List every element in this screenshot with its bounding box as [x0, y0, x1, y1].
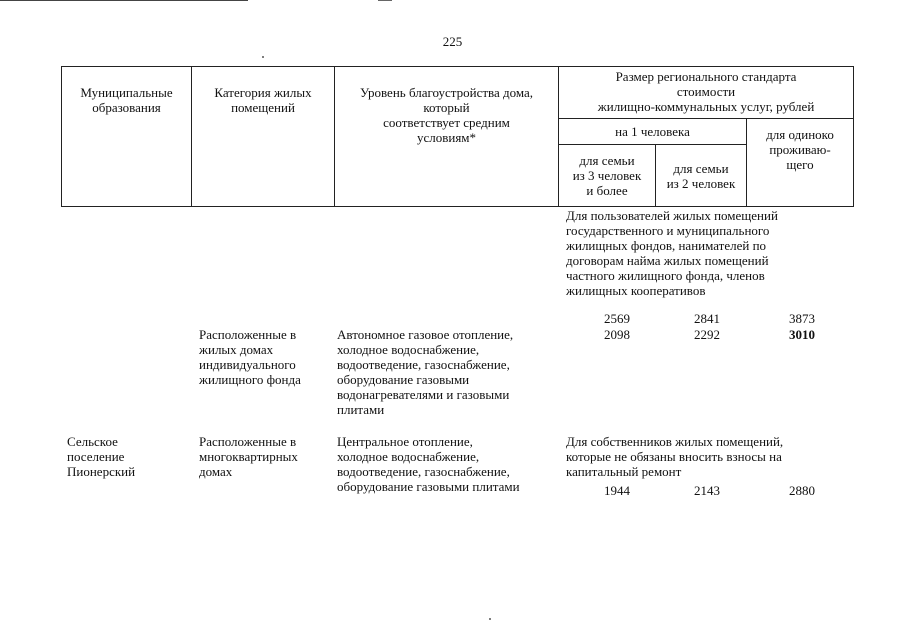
top-edge-rule	[0, 0, 248, 1]
row-individual-category: Расположенные в жилых домах индивидуального жилищного фонда	[199, 327, 301, 387]
header-category: Категория жилых помещений	[192, 67, 335, 207]
value-users-single: 3873	[789, 311, 815, 326]
value-pionersky-family3: 1944	[604, 483, 630, 498]
value-individual-family3: 2098	[604, 327, 630, 342]
value-pionersky-family2: 2143	[694, 483, 720, 498]
value-users-family2: 2841	[694, 311, 720, 326]
scan-speck	[489, 618, 491, 620]
header-level: Уровень благоустройства дома, который соответствует средним условиям*	[335, 67, 559, 207]
header-family-3: для семьи из 3 человек и более	[559, 145, 656, 207]
header-single: для одиноко проживаю- щего	[747, 119, 854, 207]
header-per-person: на 1 человека	[559, 119, 747, 145]
value-pionersky-single: 2880	[789, 483, 815, 498]
scan-speck	[262, 56, 264, 58]
row-pionersky-municipality: Сельское поселение Пионерский	[67, 434, 136, 479]
page-number: 225	[442, 34, 463, 49]
note-users: Для пользователей жилых помещений государственного и муниципального жилищных фондов, нанимателей по договорам найма жилых помещений частного жилищного фонда, членов жилищных кооперативов	[566, 208, 778, 298]
value-individual-family2: 2292	[694, 327, 720, 342]
row-individual-level: Автономное газовое отопление, холодное водоснабжение, водоотведение, газоснабжение, оборудование газовыми водонагревателями и газовыми плитами	[337, 327, 514, 417]
table-header	[61, 66, 854, 207]
header-standard-size: Размер регионального стандарта стоимости жилищно-коммунальных услуг, рублей	[559, 67, 854, 119]
value-users-family3: 2569	[604, 311, 630, 326]
header-municipality: Муниципальные образования	[62, 67, 192, 207]
header-family-2: для семьи из 2 человек	[656, 145, 747, 207]
note-owners: Для собственников жилых помещений, которые не обязаны вносить взносы на капитальный ремонт	[566, 434, 784, 479]
top-edge-mark	[378, 0, 392, 1]
value-individual-single: 3010	[789, 327, 815, 342]
row-pionersky-category: Расположенные в многоквартирных домах	[199, 434, 298, 479]
row-pionersky-level: Центральное отопление, холодное водоснабжение, водоотведение, газоснабжение, оборудование газовыми плитами	[337, 434, 520, 494]
